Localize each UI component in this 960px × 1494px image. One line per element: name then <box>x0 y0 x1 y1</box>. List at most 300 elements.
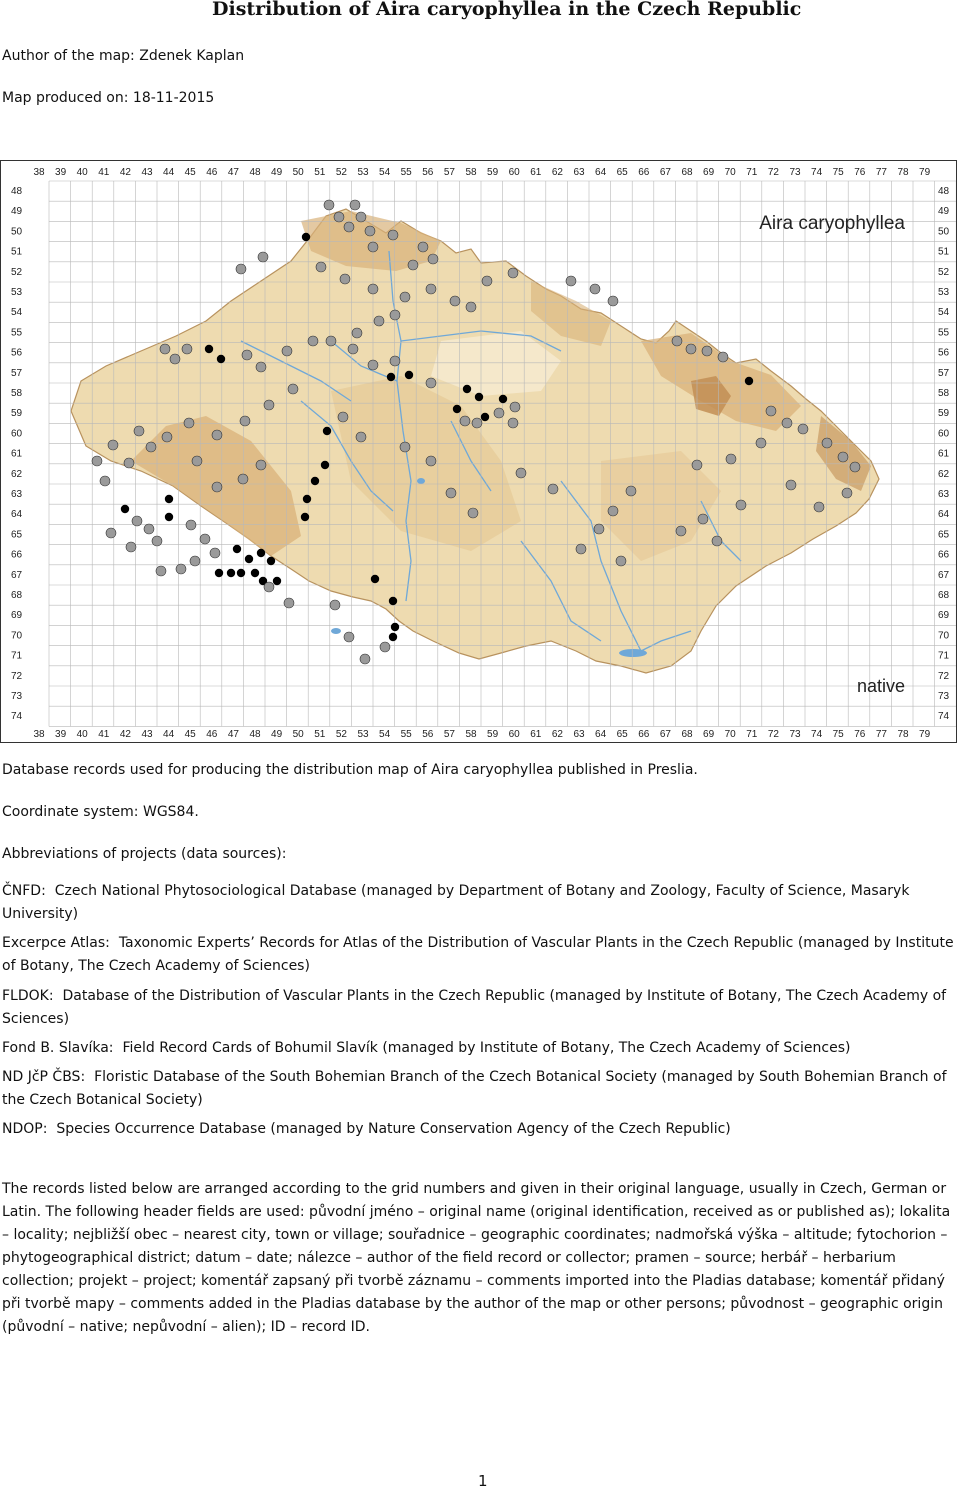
row-label: 67 <box>938 569 950 581</box>
record-point-recent <box>387 373 395 381</box>
column-label: 61 <box>530 167 542 178</box>
row-label: 69 <box>938 610 950 622</box>
record-point-older <box>426 378 436 388</box>
column-label: 47 <box>227 167 239 178</box>
column-label: 61 <box>530 729 542 740</box>
record-point-older <box>626 486 636 496</box>
record-point-older <box>126 542 136 552</box>
record-point-older <box>616 556 626 566</box>
column-label: 73 <box>789 167 801 178</box>
column-label: 71 <box>746 729 758 740</box>
column-label: 72 <box>767 729 779 740</box>
record-point-older <box>338 412 348 422</box>
column-label: 68 <box>681 729 693 740</box>
source-desc: Czech National Phytosociological Database (managed by Department of Botany and Zoology, Faculty of Science, Masaryk University) <box>2 883 910 922</box>
column-label: 52 <box>335 167 347 178</box>
column-label: 58 <box>465 729 477 740</box>
record-point-older <box>468 508 478 518</box>
record-point-older <box>156 566 166 576</box>
record-point-older <box>756 438 766 448</box>
column-label: 55 <box>400 167 412 178</box>
record-point-older <box>576 544 586 554</box>
column-label: 53 <box>357 729 369 740</box>
column-label: 40 <box>76 167 88 178</box>
column-label: 59 <box>487 729 499 740</box>
record-point-older <box>330 600 340 610</box>
record-point-older <box>236 264 246 274</box>
column-label: 38 <box>33 729 45 740</box>
row-label: 56 <box>11 347 23 359</box>
source-ndop <box>2 1118 954 1141</box>
record-point-older <box>782 418 792 428</box>
source-desc: Field Record Cards of Bohumil Slavík (managed by Institute of Botany, The Czech Academy of Sciences) <box>122 1040 851 1056</box>
record-point-older <box>182 344 192 354</box>
column-label: 39 <box>55 167 67 178</box>
column-label: 48 <box>249 729 261 740</box>
source-nd-jcp-cbs <box>2 1066 954 1112</box>
record-point-older <box>510 402 520 412</box>
column-label: 50 <box>292 729 304 740</box>
source-desc: Species Occurrence Database (managed by Nature Conservation Agency of the Czech Republic) <box>56 1121 731 1137</box>
record-point-older <box>390 310 400 320</box>
record-point-older <box>184 418 194 428</box>
column-label: 44 <box>163 729 175 740</box>
record-point-older <box>838 452 848 462</box>
column-label: 63 <box>573 167 585 178</box>
column-label: 65 <box>616 729 628 740</box>
column-label: 66 <box>638 167 650 178</box>
row-label: 61 <box>11 448 23 460</box>
record-point-older <box>344 222 354 232</box>
record-point-older <box>692 460 702 470</box>
record-point-recent <box>257 549 265 557</box>
column-label: 74 <box>811 729 823 740</box>
record-point-older <box>170 354 180 364</box>
source-cnfd <box>2 880 954 926</box>
column-label: 75 <box>832 167 844 178</box>
record-point-recent <box>237 569 245 577</box>
column-label: 49 <box>271 167 283 178</box>
record-point-older <box>356 212 366 222</box>
row-label: 67 <box>11 569 23 581</box>
column-label: 45 <box>184 729 196 740</box>
column-label: 45 <box>184 167 196 178</box>
record-point-older <box>766 406 776 416</box>
column-label: 79 <box>919 167 931 178</box>
record-point-older <box>212 482 222 492</box>
record-point-older <box>466 302 476 312</box>
record-point-older <box>264 400 274 410</box>
row-label: 63 <box>938 489 950 500</box>
column-label: 60 <box>508 167 520 178</box>
record-point-older <box>368 284 378 294</box>
record-point-older <box>786 480 796 490</box>
record-point-older <box>284 598 294 608</box>
row-label: 51 <box>11 246 23 258</box>
row-label: 66 <box>938 549 950 561</box>
record-point-older <box>100 476 110 486</box>
record-point-older <box>200 534 210 544</box>
record-point-recent <box>165 513 173 521</box>
row-label: 57 <box>938 367 950 379</box>
record-point-older <box>718 352 728 362</box>
column-label: 69 <box>703 729 715 740</box>
record-point-older <box>326 336 336 346</box>
record-point-older <box>408 260 418 270</box>
record-point-older <box>608 506 618 516</box>
row-labels-right <box>938 186 950 722</box>
row-label: 48 <box>11 186 23 197</box>
record-point-older <box>210 548 220 558</box>
column-label: 47 <box>227 729 239 740</box>
column-label: 40 <box>76 729 88 740</box>
record-point-older <box>160 344 170 354</box>
record-point-older <box>176 564 186 574</box>
record-point-older <box>238 474 248 484</box>
record-point-older <box>702 346 712 356</box>
column-label: 64 <box>595 729 607 740</box>
record-point-older <box>350 200 360 210</box>
record-point-older <box>472 418 482 428</box>
record-point-older <box>460 416 470 426</box>
column-label: 76 <box>854 167 866 178</box>
column-label: 63 <box>573 729 585 740</box>
map-date: Map produced on: 18-11-2015 <box>2 90 215 106</box>
row-label: 53 <box>11 287 23 298</box>
row-label: 55 <box>938 327 950 339</box>
column-labels-top <box>33 167 930 178</box>
record-point-older <box>566 276 576 286</box>
record-point-older <box>494 408 504 418</box>
row-label: 70 <box>11 630 23 642</box>
column-label: 70 <box>724 167 736 178</box>
column-label: 77 <box>875 167 887 178</box>
row-label: 54 <box>938 307 950 319</box>
column-label: 67 <box>659 167 671 178</box>
row-label: 52 <box>11 266 23 278</box>
column-label: 56 <box>422 167 434 178</box>
page-title: Distribution of Aira caryophyllea in the Czech Republic <box>212 0 802 20</box>
record-point-recent <box>391 623 399 631</box>
record-point-recent <box>227 569 235 577</box>
row-label: 66 <box>11 549 23 561</box>
record-point-recent <box>303 495 311 503</box>
record-point-older <box>368 242 378 252</box>
record-point-recent <box>321 461 329 469</box>
source-desc: Database of the Distribution of Vascular Plants in the Czech Republic (managed by Institute of Botany, The Czech Academy of Sciences) <box>2 988 947 1027</box>
record-point-recent <box>499 395 507 403</box>
row-label: 57 <box>11 367 23 379</box>
record-point-older <box>92 456 102 466</box>
record-point-older <box>608 296 618 306</box>
column-label: 60 <box>508 729 520 740</box>
row-label: 72 <box>938 670 950 682</box>
record-point-older <box>316 262 326 272</box>
column-labels-bottom <box>33 729 930 740</box>
column-label: 39 <box>55 729 67 740</box>
row-label: 65 <box>938 529 950 541</box>
record-point-recent <box>245 555 253 563</box>
record-point-older <box>256 362 266 372</box>
record-point-older <box>380 642 390 652</box>
column-label: 41 <box>98 729 110 740</box>
record-point-older <box>822 438 832 448</box>
column-label: 56 <box>422 729 434 740</box>
source-key: ND JčP ČBS: <box>2 1069 86 1085</box>
column-label: 48 <box>249 167 261 178</box>
column-label: 73 <box>789 729 801 740</box>
column-label: 57 <box>443 167 455 178</box>
column-label: 59 <box>487 167 499 178</box>
column-label: 67 <box>659 729 671 740</box>
record-point-older <box>428 254 438 264</box>
record-point-older <box>352 328 362 338</box>
record-point-older <box>324 200 334 210</box>
column-label: 42 <box>119 167 131 178</box>
row-label: 49 <box>11 206 23 218</box>
column-label: 43 <box>141 167 153 178</box>
row-label: 74 <box>11 711 23 723</box>
record-point-older <box>264 582 274 592</box>
column-label: 52 <box>335 729 347 740</box>
page-number: 1 <box>478 1472 488 1490</box>
record-point-older <box>190 556 200 566</box>
row-label: 54 <box>11 307 23 319</box>
record-point-older <box>288 384 298 394</box>
row-label: 56 <box>938 347 950 359</box>
row-label: 61 <box>938 448 950 460</box>
record-point-recent <box>453 405 461 413</box>
source-desc: Floristic Database of the South Bohemian Branch of the Czech Botanical Society (managed by South Bohemian Branch of the Czech Botanical Society) <box>2 1069 947 1108</box>
record-point-older <box>388 230 398 240</box>
record-point-older <box>282 346 292 356</box>
column-label: 64 <box>595 167 607 178</box>
record-point-recent <box>215 569 223 577</box>
column-label: 71 <box>746 167 758 178</box>
row-label: 64 <box>11 509 23 521</box>
source-key: Excerpce Atlas: <box>2 935 110 951</box>
record-point-older <box>360 654 370 664</box>
row-label: 62 <box>938 468 950 480</box>
record-point-older <box>308 336 318 346</box>
record-point-older <box>426 456 436 466</box>
record-point-older <box>258 252 268 262</box>
record-point-older <box>348 344 358 354</box>
source-key: ČNFD: <box>2 883 46 899</box>
row-label: 49 <box>938 206 950 218</box>
column-label: 44 <box>163 167 175 178</box>
column-label: 54 <box>379 729 391 740</box>
column-label: 50 <box>292 167 304 178</box>
row-label: 70 <box>938 630 950 642</box>
column-label: 74 <box>811 167 823 178</box>
row-label: 69 <box>11 610 23 622</box>
record-point-older <box>594 524 604 534</box>
record-point-older <box>798 424 808 434</box>
record-point-older <box>212 430 222 440</box>
record-point-older <box>132 516 142 526</box>
species-label: Aira caryophyllea <box>759 213 905 234</box>
source-excerpce-atlas <box>2 932 954 978</box>
row-label: 59 <box>938 408 950 420</box>
row-label: 60 <box>11 428 23 440</box>
record-point-older <box>256 460 266 470</box>
record-point-older <box>736 500 746 510</box>
source-key: NDOP: <box>2 1121 48 1137</box>
record-point-older <box>162 432 172 442</box>
record-point-recent <box>463 385 471 393</box>
row-label: 73 <box>938 691 950 702</box>
record-point-recent <box>121 505 129 513</box>
record-point-older <box>374 316 384 326</box>
row-label: 48 <box>938 186 950 197</box>
record-point-older <box>108 440 118 450</box>
row-label: 73 <box>11 691 23 702</box>
record-point-older <box>240 416 250 426</box>
status-label: native <box>856 676 905 696</box>
row-label: 72 <box>11 670 23 682</box>
row-label: 58 <box>11 388 23 399</box>
record-point-older <box>186 520 196 530</box>
record-point-older <box>134 426 144 436</box>
column-label: 49 <box>271 729 283 740</box>
column-label: 70 <box>724 729 736 740</box>
record-point-recent <box>233 545 241 553</box>
column-label: 77 <box>875 729 887 740</box>
record-point-older <box>390 356 400 366</box>
record-point-recent <box>301 513 309 521</box>
column-label: 38 <box>33 167 45 178</box>
record-point-recent <box>251 569 259 577</box>
column-label: 46 <box>206 167 218 178</box>
record-point-recent <box>389 597 397 605</box>
row-label: 52 <box>938 266 950 278</box>
row-labels-left <box>11 186 23 722</box>
column-label: 43 <box>141 729 153 740</box>
row-label: 59 <box>11 408 23 420</box>
column-label: 66 <box>638 729 650 740</box>
record-point-older <box>446 488 456 498</box>
column-label: 55 <box>400 729 412 740</box>
map-author: Author of the map: Zdenek Kaplan <box>2 48 245 64</box>
row-label: 50 <box>938 226 950 238</box>
record-point-older <box>400 292 410 302</box>
record-point-older <box>356 432 366 442</box>
record-point-older <box>124 458 134 468</box>
source-key: FLDOK: <box>2 988 54 1004</box>
record-point-recent <box>323 427 331 435</box>
column-label: 68 <box>681 167 693 178</box>
record-point-older <box>368 360 378 370</box>
record-point-recent <box>205 345 213 353</box>
record-point-older <box>242 350 252 360</box>
record-point-older <box>450 296 460 306</box>
column-label: 62 <box>551 167 563 178</box>
row-label: 71 <box>938 650 950 662</box>
record-point-older <box>365 226 375 236</box>
row-label: 64 <box>938 509 950 521</box>
record-point-recent <box>371 575 379 583</box>
record-point-older <box>548 484 558 494</box>
record-point-older <box>146 442 156 452</box>
row-label: 62 <box>11 468 23 480</box>
record-point-recent <box>745 377 753 385</box>
record-point-older <box>590 284 600 294</box>
record-point-recent <box>267 557 275 565</box>
record-point-older <box>340 274 350 284</box>
distribution-map <box>0 160 957 743</box>
column-label: 57 <box>443 729 455 740</box>
column-label: 42 <box>119 729 131 740</box>
record-point-older <box>508 268 518 278</box>
record-point-older <box>508 418 518 428</box>
record-point-older <box>842 488 852 498</box>
source-desc: Taxonomic Experts’ Records for Atlas of the Distribution of Vascular Plants in the Czech Republic (managed by Institute of Botany, The Czech Academy of Sciences) <box>2 935 954 974</box>
column-label: 75 <box>832 729 844 740</box>
row-label: 71 <box>11 650 23 662</box>
column-label: 53 <box>357 167 369 178</box>
record-point-older <box>814 502 824 512</box>
row-label: 58 <box>938 388 950 399</box>
abbreviations-heading: Abbreviations of projects (data sources): <box>2 846 287 862</box>
column-label: 65 <box>616 167 628 178</box>
row-label: 74 <box>938 711 950 723</box>
row-label: 55 <box>11 327 23 339</box>
column-label: 41 <box>98 167 110 178</box>
record-point-recent <box>165 495 173 503</box>
records-used: Database records used for producing the distribution map of Aira caryophyllea published in Preslia. <box>2 762 698 778</box>
record-point-recent <box>302 233 310 241</box>
column-label: 62 <box>551 729 563 740</box>
record-point-older <box>106 528 116 538</box>
record-point-recent <box>475 393 483 401</box>
coordinate-system: Coordinate system: WGS84. <box>2 804 199 820</box>
record-point-older <box>686 344 696 354</box>
map-canvas <box>1 161 957 743</box>
column-label: 46 <box>206 729 218 740</box>
record-point-older <box>334 212 344 222</box>
source-key: Fond B. Slavíka: <box>2 1040 114 1056</box>
record-point-older <box>850 462 860 472</box>
column-label: 76 <box>854 729 866 740</box>
record-point-older <box>516 468 526 478</box>
record-point-older <box>698 514 708 524</box>
column-label: 54 <box>379 167 391 178</box>
record-point-older <box>418 242 428 252</box>
record-point-recent <box>217 355 225 363</box>
record-point-recent <box>389 633 397 641</box>
record-point-older <box>400 442 410 452</box>
row-label: 51 <box>938 246 950 258</box>
column-label: 78 <box>897 167 909 178</box>
row-label: 53 <box>938 287 950 298</box>
row-label: 63 <box>11 489 23 500</box>
row-label: 60 <box>938 428 950 440</box>
record-point-older <box>676 526 686 536</box>
column-label: 78 <box>897 729 909 740</box>
record-point-older <box>482 276 492 286</box>
column-label: 69 <box>703 167 715 178</box>
column-label: 58 <box>465 167 477 178</box>
row-label: 68 <box>11 590 23 601</box>
column-label: 51 <box>314 729 326 740</box>
record-point-recent <box>273 577 281 585</box>
record-point-recent <box>481 413 489 421</box>
records-explanation: The records listed below are arranged according to the grid numbers and given in their original language, usually in Czech, German or Latin. The following header fields are used: původní jméno – original name (original identification, received as or published as); lokalita – locality; nejbližší obec – nearest city, town or village; souřadnice – geographic coordinates; nadmořská výška – altitude; fytochorion – phytogeographical district; datum – date; nálezce – author of the field record or collector; pramen – source; herbář – herbarium collection; projekt – project; komentář zapsaný při tvorbě záznamu – comments imported into the Pladias database; komentář přidaný při tvorbě mapy – comments added in the Pladias database by the author of the map or other persons; původnost – geographic origin (původní – native; nepůvodní – alien); ID – record ID. <box>2 1181 951 1335</box>
record-point-older <box>144 524 154 534</box>
source-fond-slavika <box>2 1037 954 1060</box>
column-label: 51 <box>314 167 326 178</box>
